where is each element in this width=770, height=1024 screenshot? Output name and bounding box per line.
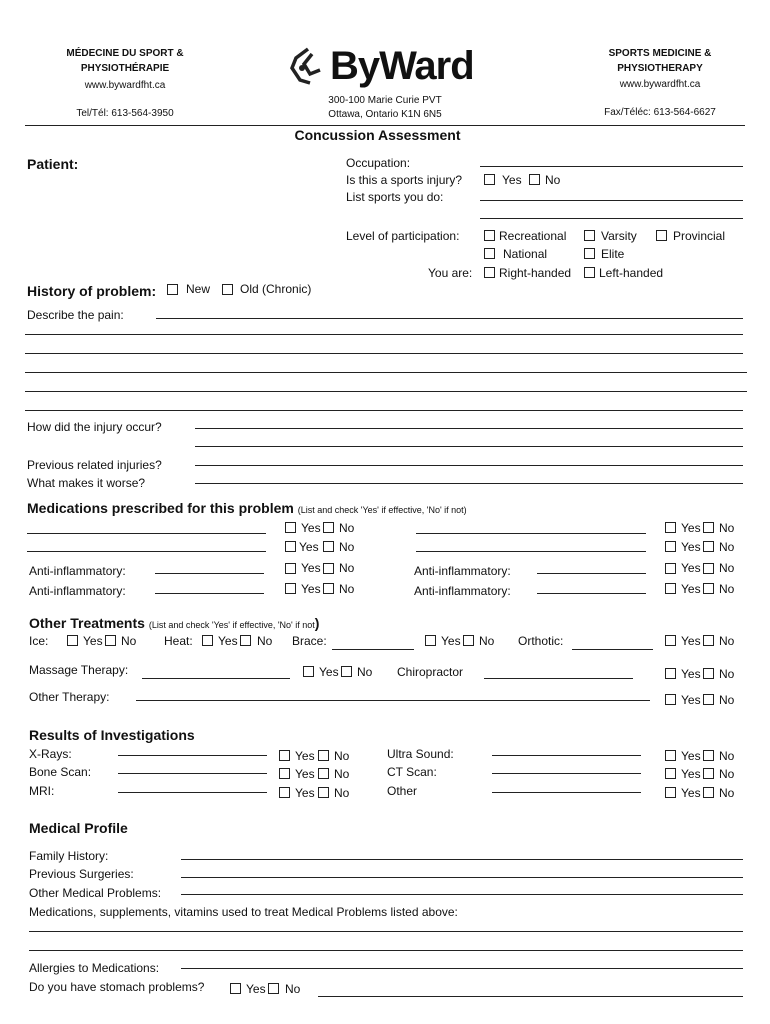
medication-1-no-label: No xyxy=(339,521,355,535)
anti-inflammatory-2-label: Anti-inflammatory: xyxy=(29,584,126,598)
brace-no-label: No xyxy=(479,634,495,648)
anti-inflammatory-3-yes-checkbox[interactable] xyxy=(665,563,676,574)
massage-label: Massage Therapy: xyxy=(29,663,129,677)
varsity-checkbox[interactable] xyxy=(584,230,595,241)
ultra-sound-yes-label: Yes xyxy=(681,749,701,763)
ct-scan-no-checkbox[interactable] xyxy=(703,768,714,779)
how-injury-input[interactable] xyxy=(195,428,743,429)
ultra-sound-input[interactable] xyxy=(492,755,641,756)
anti-inflammatory-2-no-checkbox[interactable] xyxy=(323,583,334,594)
occupation-label: Occupation: xyxy=(346,156,411,170)
header-divider xyxy=(25,125,745,126)
anti-inflammatory-1-no-label: No xyxy=(339,561,355,575)
left-website: www.bywardfht.ca xyxy=(84,80,166,91)
massage-input[interactable] xyxy=(142,678,290,679)
chiropractor-input[interactable] xyxy=(484,678,633,679)
anti-inflammatory-1-label: Anti-inflammatory: xyxy=(29,564,126,578)
anti-inflammatory-3-no-label: No xyxy=(719,561,735,575)
brace-label: Brace: xyxy=(292,634,327,648)
other-treatments-note-end: ) xyxy=(314,615,320,631)
history-old-checkbox[interactable] xyxy=(222,284,233,295)
heat-no-label: No xyxy=(257,634,273,648)
brace-no-checkbox[interactable] xyxy=(463,635,474,646)
heat-no-checkbox[interactable] xyxy=(240,635,251,646)
other-investigation-yes-checkbox[interactable] xyxy=(665,787,676,798)
list-sports-input[interactable] xyxy=(480,200,743,201)
makes-worse-input[interactable] xyxy=(195,483,743,484)
medication-1-no-checkbox[interactable] xyxy=(323,522,334,533)
other-treatments-note: (List and check 'Yes' if effective, 'No' if not xyxy=(148,620,315,630)
right-website: www.bywardfht.ca xyxy=(619,79,701,90)
national-checkbox[interactable] xyxy=(484,248,495,259)
history-old-label: Old (Chronic) xyxy=(240,282,312,296)
mri-input[interactable] xyxy=(118,792,267,793)
orthotic-input[interactable] xyxy=(572,649,653,650)
allergies-input[interactable] xyxy=(181,968,743,969)
chiropractor-no-label: No xyxy=(719,667,735,681)
right-handed-label: Right-handed xyxy=(499,266,572,280)
recreational-checkbox[interactable] xyxy=(484,230,495,241)
xrays-input[interactable] xyxy=(118,755,267,756)
meds-supplements-input-2[interactable] xyxy=(29,950,743,951)
other-medical-problems-label: Other Medical Problems: xyxy=(29,886,162,900)
recreational-label: Recreational xyxy=(499,229,567,243)
anti-inflammatory-3-yes-label: Yes xyxy=(681,561,701,575)
anti-inflammatory-2-no-label: No xyxy=(339,582,355,596)
mri-yes-checkbox[interactable] xyxy=(279,787,290,798)
address-line2: Ottawa, Ontario K1N 6N5 xyxy=(328,109,442,120)
ice-no-label: No xyxy=(121,634,137,648)
other-therapy-label: Other Therapy: xyxy=(29,690,110,704)
sports-injury-no-checkbox[interactable] xyxy=(529,174,540,185)
ice-yes-checkbox[interactable] xyxy=(67,635,78,646)
other-therapy-yes-checkbox[interactable] xyxy=(665,694,676,705)
other-investigation-yes-label: Yes xyxy=(681,786,701,800)
ct-scan-yes-checkbox[interactable] xyxy=(665,768,676,779)
medications-note: (List and check 'Yes' if effective, 'No' if not) xyxy=(297,505,467,515)
other-treatments-heading xyxy=(29,615,319,633)
other-investigation-label: Other xyxy=(387,784,418,798)
form-title: Concussion Assessment xyxy=(294,127,461,143)
ultra-sound-yes-checkbox[interactable] xyxy=(665,750,676,761)
other-investigation-no-label: No xyxy=(719,786,735,800)
medication-3-input[interactable] xyxy=(416,533,646,534)
previous-injuries-label: Previous related injuries? xyxy=(27,458,162,472)
medication-4-no-checkbox[interactable] xyxy=(703,541,714,552)
stomach-yes-checkbox[interactable] xyxy=(230,983,241,994)
heat-yes-label: Yes xyxy=(218,634,238,648)
other-treatments-heading-text: Other Treatments xyxy=(29,615,145,631)
how-injury-input-2[interactable] xyxy=(195,446,743,447)
chiropractor-yes-checkbox[interactable] xyxy=(665,668,676,679)
sports-injury-no-label: No xyxy=(545,173,561,187)
anti-inflammatory-1-no-checkbox[interactable] xyxy=(323,563,334,574)
massage-yes-label: Yes xyxy=(319,665,339,679)
list-sports-input-2[interactable] xyxy=(480,218,743,219)
xrays-label: X-Rays: xyxy=(29,747,72,761)
makes-worse-label: What makes it worse? xyxy=(27,476,146,490)
sports-injury-label: Is this a sports injury? xyxy=(346,173,463,187)
ice-yes-label: Yes xyxy=(83,634,103,648)
ct-scan-no-label: No xyxy=(719,767,735,781)
right-handed-checkbox[interactable] xyxy=(484,267,495,278)
history-new-checkbox[interactable] xyxy=(167,284,178,295)
family-history-input[interactable] xyxy=(181,859,743,860)
anti-inflammatory-2-yes-label: Yes xyxy=(301,582,321,596)
heat-label: Heat: xyxy=(164,634,193,648)
how-injury-label: How did the injury occur? xyxy=(27,420,162,434)
ultra-sound-label: Ultra Sound: xyxy=(387,747,454,761)
describe-pain-line-6[interactable] xyxy=(25,410,743,411)
medications-heading-text: Medications prescribed for this problem xyxy=(27,500,294,516)
previous-surgeries-input[interactable] xyxy=(181,877,743,878)
medication-4-input[interactable] xyxy=(416,551,646,552)
mri-yes-label: Yes xyxy=(295,786,315,800)
you-are-label: You are: xyxy=(428,266,473,280)
allergies-label: Allergies to Medications: xyxy=(29,961,160,975)
byward-logo xyxy=(288,44,488,92)
medication-3-no-label: No xyxy=(719,521,735,535)
anti-inflammatory-1-yes-label: Yes xyxy=(301,561,321,575)
describe-pain-line-5[interactable] xyxy=(25,391,747,392)
right-title-line1: SPORTS MEDICINE & xyxy=(608,48,712,59)
anti-inflammatory-4-input[interactable] xyxy=(537,593,646,594)
medications-heading xyxy=(27,500,467,518)
left-phone: Tel/Tél: 613-564-3950 xyxy=(76,108,174,119)
describe-pain-label: Describe the pain: xyxy=(27,308,124,322)
medication-4-no-label: No xyxy=(719,540,735,554)
massage-no-checkbox[interactable] xyxy=(341,666,352,677)
orthotic-no-label: No xyxy=(719,634,735,648)
medication-2-yes-checkbox[interactable] xyxy=(285,541,296,552)
anti-inflammatory-4-yes-checkbox[interactable] xyxy=(665,583,676,594)
xrays-no-checkbox[interactable] xyxy=(318,750,329,761)
describe-pain-line-3[interactable] xyxy=(25,353,743,354)
national-label: National xyxy=(503,247,548,261)
anti-inflammatory-4-yes-label: Yes xyxy=(681,582,701,596)
anti-inflammatory-1-yes-checkbox[interactable] xyxy=(285,563,296,574)
right-fax: Fax/Téléc: 613-564-6627 xyxy=(604,107,716,118)
mri-no-checkbox[interactable] xyxy=(318,787,329,798)
medication-2-input[interactable] xyxy=(27,551,266,552)
address-line1: 300-100 Marie Curie PVT xyxy=(328,95,442,106)
brace-input[interactable] xyxy=(332,649,414,650)
ultra-sound-no-label: No xyxy=(719,749,735,763)
other-therapy-no-checkbox[interactable] xyxy=(703,694,714,705)
other-investigation-no-checkbox[interactable] xyxy=(703,787,714,798)
elite-checkbox[interactable] xyxy=(584,248,595,259)
patient-label: Patient: xyxy=(27,156,79,172)
medication-3-yes-checkbox[interactable] xyxy=(665,522,676,533)
medication-4-yes-checkbox[interactable] xyxy=(665,541,676,552)
medication-1-input[interactable] xyxy=(27,533,266,534)
ct-scan-yes-label: Yes xyxy=(681,767,701,781)
varsity-label: Varsity xyxy=(601,229,637,243)
chiropractor-no-checkbox[interactable] xyxy=(703,668,714,679)
family-history-label: Family History: xyxy=(29,849,109,863)
orthotic-yes-label: Yes xyxy=(681,634,701,648)
medication-1-yes-label: Yes xyxy=(301,521,321,535)
medical-profile-heading: Medical Profile xyxy=(29,820,128,836)
other-medical-problems-input[interactable] xyxy=(181,894,743,895)
right-title-line2: PHYSIOTHERAPY xyxy=(617,63,703,74)
previous-surgeries-label: Previous Surgeries: xyxy=(29,867,134,881)
logo-mark-icon xyxy=(288,46,326,86)
other-therapy-input[interactable] xyxy=(136,700,650,701)
ultra-sound-no-checkbox[interactable] xyxy=(703,750,714,761)
ice-no-checkbox[interactable] xyxy=(105,635,116,646)
anti-inflammatory-4-no-checkbox[interactable] xyxy=(703,583,714,594)
anti-inflammatory-4-no-label: No xyxy=(719,582,735,596)
logo-text: ByWard xyxy=(330,44,474,88)
mri-no-label: No xyxy=(334,786,350,800)
meds-supplements-input[interactable] xyxy=(29,931,743,932)
anti-inflammatory-3-input[interactable] xyxy=(537,573,646,574)
bone-scan-yes-label: Yes xyxy=(295,767,315,781)
previous-injuries-input[interactable] xyxy=(195,465,743,466)
bone-scan-label: Bone Scan: xyxy=(29,765,92,779)
history-label: History of problem: xyxy=(27,283,157,299)
left-title-line2: PHYSIOTHÉRAPIE xyxy=(80,63,170,74)
level-participation-label: Level of participation: xyxy=(346,229,460,243)
chiropractor-label: Chiropractor xyxy=(397,665,464,679)
anti-inflammatory-3-label: Anti-inflammatory: xyxy=(414,564,511,578)
heat-yes-checkbox[interactable] xyxy=(202,635,213,646)
orthotic-yes-checkbox[interactable] xyxy=(665,635,676,646)
medication-2-no-checkbox[interactable] xyxy=(323,541,334,552)
sports-injury-yes-checkbox[interactable] xyxy=(484,174,495,185)
describe-pain-line-4[interactable] xyxy=(25,372,747,373)
bone-scan-no-checkbox[interactable] xyxy=(318,768,329,779)
sports-injury-yes-label: Yes xyxy=(502,173,522,187)
ct-scan-input[interactable] xyxy=(492,773,641,774)
meds-supplements-label: Medications, supplements, vitamins used to treat Medical Problems listed above: xyxy=(29,905,458,919)
other-therapy-yes-label: Yes xyxy=(681,693,701,707)
occupation-input[interactable] xyxy=(480,166,743,167)
xrays-yes-label: Yes xyxy=(295,749,315,763)
medication-3-no-checkbox[interactable] xyxy=(703,522,714,533)
massage-no-label: No xyxy=(357,665,373,679)
left-handed-label: Left-handed xyxy=(599,266,664,280)
chiropractor-yes-label: Yes xyxy=(681,667,701,681)
ct-scan-label: CT Scan: xyxy=(387,765,437,779)
massage-yes-checkbox[interactable] xyxy=(303,666,314,677)
orthotic-label: Orthotic: xyxy=(518,634,564,648)
stomach-yes-label: Yes xyxy=(246,982,266,996)
anti-inflammatory-2-yes-checkbox[interactable] xyxy=(285,583,296,594)
left-handed-checkbox[interactable] xyxy=(584,267,595,278)
describe-pain-input[interactable] xyxy=(156,318,743,319)
xrays-yes-checkbox[interactable] xyxy=(279,750,290,761)
medication-4-yes-label: Yes xyxy=(681,540,701,554)
provincial-checkbox[interactable] xyxy=(656,230,667,241)
list-sports-label: List sports you do: xyxy=(346,190,444,204)
xrays-no-label: No xyxy=(334,749,350,763)
other-investigation-input[interactable] xyxy=(492,792,641,793)
anti-inflammatory-2-input[interactable] xyxy=(155,593,264,594)
ice-label: Ice: xyxy=(29,634,49,648)
anti-inflammatory-1-input[interactable] xyxy=(155,573,264,574)
bone-scan-no-label: No xyxy=(334,767,350,781)
stomach-problems-input[interactable] xyxy=(318,996,743,997)
anti-inflammatory-3-no-checkbox[interactable] xyxy=(703,563,714,574)
investigations-heading: Results of Investigations xyxy=(29,727,195,743)
anti-inflammatory-4-label: Anti-inflammatory: xyxy=(414,584,511,598)
describe-pain-line-2[interactable] xyxy=(25,334,743,335)
medication-2-yes-label: Yes xyxy=(299,540,319,554)
medication-3-yes-label: Yes xyxy=(681,521,701,535)
brace-yes-label: Yes xyxy=(441,634,461,648)
medication-2-no-label: No xyxy=(339,540,355,554)
medication-1-yes-checkbox[interactable] xyxy=(285,522,296,533)
bone-scan-yes-checkbox[interactable] xyxy=(279,768,290,779)
elite-label: Elite xyxy=(601,247,625,261)
stomach-no-checkbox[interactable] xyxy=(268,983,279,994)
other-therapy-no-label: No xyxy=(719,693,735,707)
history-new-label: New xyxy=(186,282,211,296)
left-title-line1: MÉDECINE DU SPORT & xyxy=(66,48,184,59)
bone-scan-input[interactable] xyxy=(118,773,267,774)
mri-label: MRI: xyxy=(29,784,55,798)
stomach-no-label: No xyxy=(285,982,301,996)
orthotic-no-checkbox[interactable] xyxy=(703,635,714,646)
provincial-label: Provincial xyxy=(673,229,726,243)
brace-yes-checkbox[interactable] xyxy=(425,635,436,646)
stomach-problems-label: Do you have stomach problems? xyxy=(29,980,205,994)
